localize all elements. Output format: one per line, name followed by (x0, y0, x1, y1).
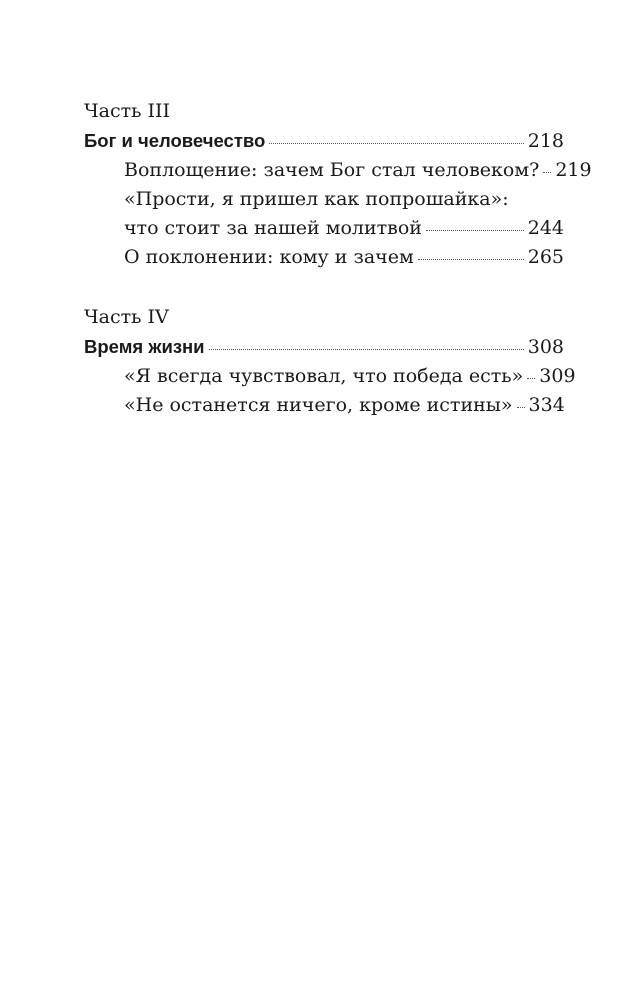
page-number: 219 (555, 159, 592, 181)
toc-entry[interactable] (84, 243, 564, 272)
dot-leader (517, 407, 525, 408)
toc-entry[interactable] (84, 362, 576, 391)
page-number: 218 (527, 130, 564, 152)
toc-entry[interactable] (84, 156, 592, 185)
dot-leader (269, 143, 523, 144)
dot-leader (543, 172, 551, 173)
chapter-title: Время жизни (84, 336, 205, 357)
entry-title-line2: что стоит за нашей молитвой (124, 217, 422, 239)
dot-leader (209, 349, 524, 350)
page-number: 308 (527, 336, 564, 358)
chapter-title: Бог и человечество (84, 130, 266, 151)
chapter-heading-entry[interactable] (84, 126, 564, 156)
part-three (84, 96, 592, 272)
page-number: 244 (527, 217, 564, 239)
dot-leader (426, 230, 524, 231)
dot-leader (527, 378, 535, 379)
dot-leader (418, 259, 524, 260)
part-label: Часть IV (84, 306, 169, 328)
toc-entry[interactable] (84, 391, 564, 420)
page-number: 265 (527, 246, 564, 268)
table-of-contents (84, 96, 592, 420)
entry-title: «Не останется ничего, кроме истины» (124, 394, 513, 416)
chapter-heading-entry[interactable] (84, 332, 564, 362)
page-number: 334 (528, 394, 565, 416)
toc-entry[interactable] (84, 214, 564, 243)
page-number: 309 (539, 365, 576, 387)
entry-title-line1[interactable]: «Прости, я пришел как попрошайка»: (124, 188, 509, 210)
part-four (84, 302, 576, 420)
entry-title: Воплощение: зачем Бог стал человеком? (124, 159, 540, 181)
entry-title: «Я всегда чувствовал, что победа есть» (124, 365, 524, 387)
entry-title: О поклонении: кому и зачем (124, 246, 414, 268)
part-label: Часть III (84, 100, 171, 122)
